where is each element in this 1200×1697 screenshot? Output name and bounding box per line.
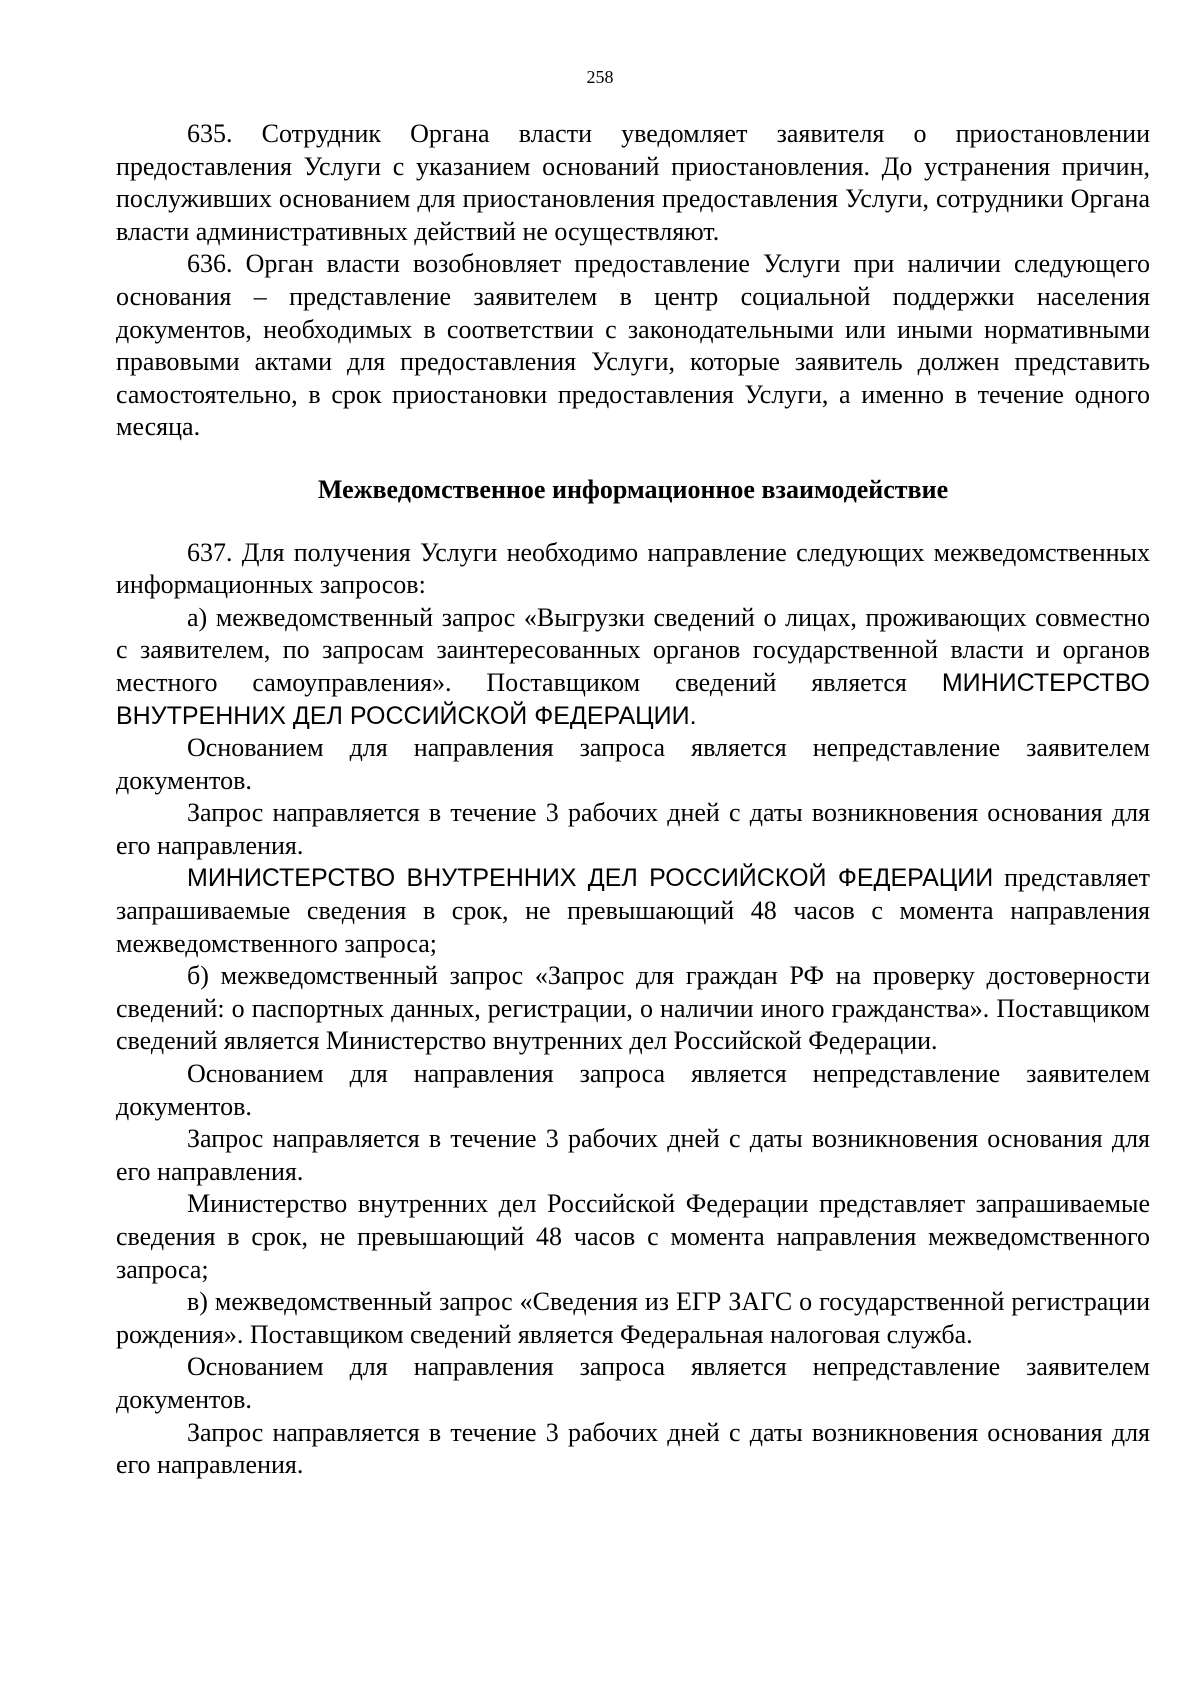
item-a-response-provider: МИНИСТЕРСТВО ВНУТРЕННИХ ДЕЛ РОССИЙСКОЙ ФЕДЕРАЦИИ <box>187 864 994 893</box>
paragraph-637: 637. Для получения Услуги необходимо направление следующих межведомственных информационных запросов: <box>116 537 1150 600</box>
item-b-paragraph: б) межведомственный запрос «Запрос для граждан РФ на проверку достоверности сведений: о паспортных данных, регистрации, о наличии иного гражданства». Поставщиком сведений является Министерство внутренних дел Российской Федерации. <box>116 961 1150 1056</box>
item-a-provider: МИНИСТЕРСТВО ВНУТРЕННИХ ДЕЛ РОССИЙСКОЙ ФЕДЕРАЦИИ. <box>116 668 1150 730</box>
item-v-basis: Основанием для направления запроса является непредставление заявителем документов. <box>116 1352 1150 1414</box>
item-a-response-text: представляет запрашиваемые сведения в срок, не превышающий 48 часов с момента направления межведомственного запроса; <box>116 863 1150 958</box>
item-a-basis: Основанием для направления запроса является непредставление заявителем документов. <box>116 733 1150 795</box>
page-number: 258 <box>586 67 614 87</box>
item-a-response-paragraph <box>116 862 1150 960</box>
item-a-timing: Запрос направляется в течение 3 рабочих дней с даты возникновения основания для его направления. <box>116 798 1150 860</box>
item-v-paragraph: в) межведомственный запрос «Сведения из ЕГР ЗАГС о государственной регистрации рождения». Поставщиком сведений является Федеральная налоговая служба. <box>116 1287 1150 1349</box>
item-b-basis: Основанием для направления запроса является непредставление заявителем документов. <box>116 1059 1150 1121</box>
paragraph-635: 635. Сотрудник Органа власти уведомляет заявителя о приостановлении предоставления Услуги с указанием оснований приостановления. До устранения причин, послуживших основанием для приостановления предоставления Услуги, сотрудники Органа власти административных действий не осуществляют. <box>116 119 1150 246</box>
item-b-response: Министерство внутренних дел Российской Федерации представляет запрашиваемые сведения в срок, не превышающий 48 часов с момента направления межведомственного запроса; <box>116 1189 1150 1284</box>
item-v-timing: Запрос направляется в течение 3 рабочих дней с даты возникновения основания для его направления. <box>116 1417 1150 1480</box>
paragraph-636: 636. Орган власти возобновляет предоставление Услуги при наличии следующего основания – представление заявителем в центр социальной поддержки населения документов, необходимых в соответствии с законодательными или иными нормативными правовыми актами для предоставления Услуги, которые заявитель должен представить самостоятельно, в срок приостановки предоставления Услуги, а именно в течение одного месяца. <box>116 249 1150 442</box>
item-b-timing: Запрос направляется в течение 3 рабочих дней с даты возникновения основания для его направления. <box>116 1124 1150 1186</box>
item-a-text: а) межведомственный запрос «Выгрузки сведений о лицах, проживающих совместно с заявителем, по запросам заинтересованных органов государственной власти и органов местного самоуправления». Поставщиком сведений является <box>116 602 1150 697</box>
item-a-paragraph <box>116 602 1150 732</box>
section-heading: Межведомственное информационное взаимодействие <box>317 474 949 504</box>
document-body <box>116 118 1150 1482</box>
